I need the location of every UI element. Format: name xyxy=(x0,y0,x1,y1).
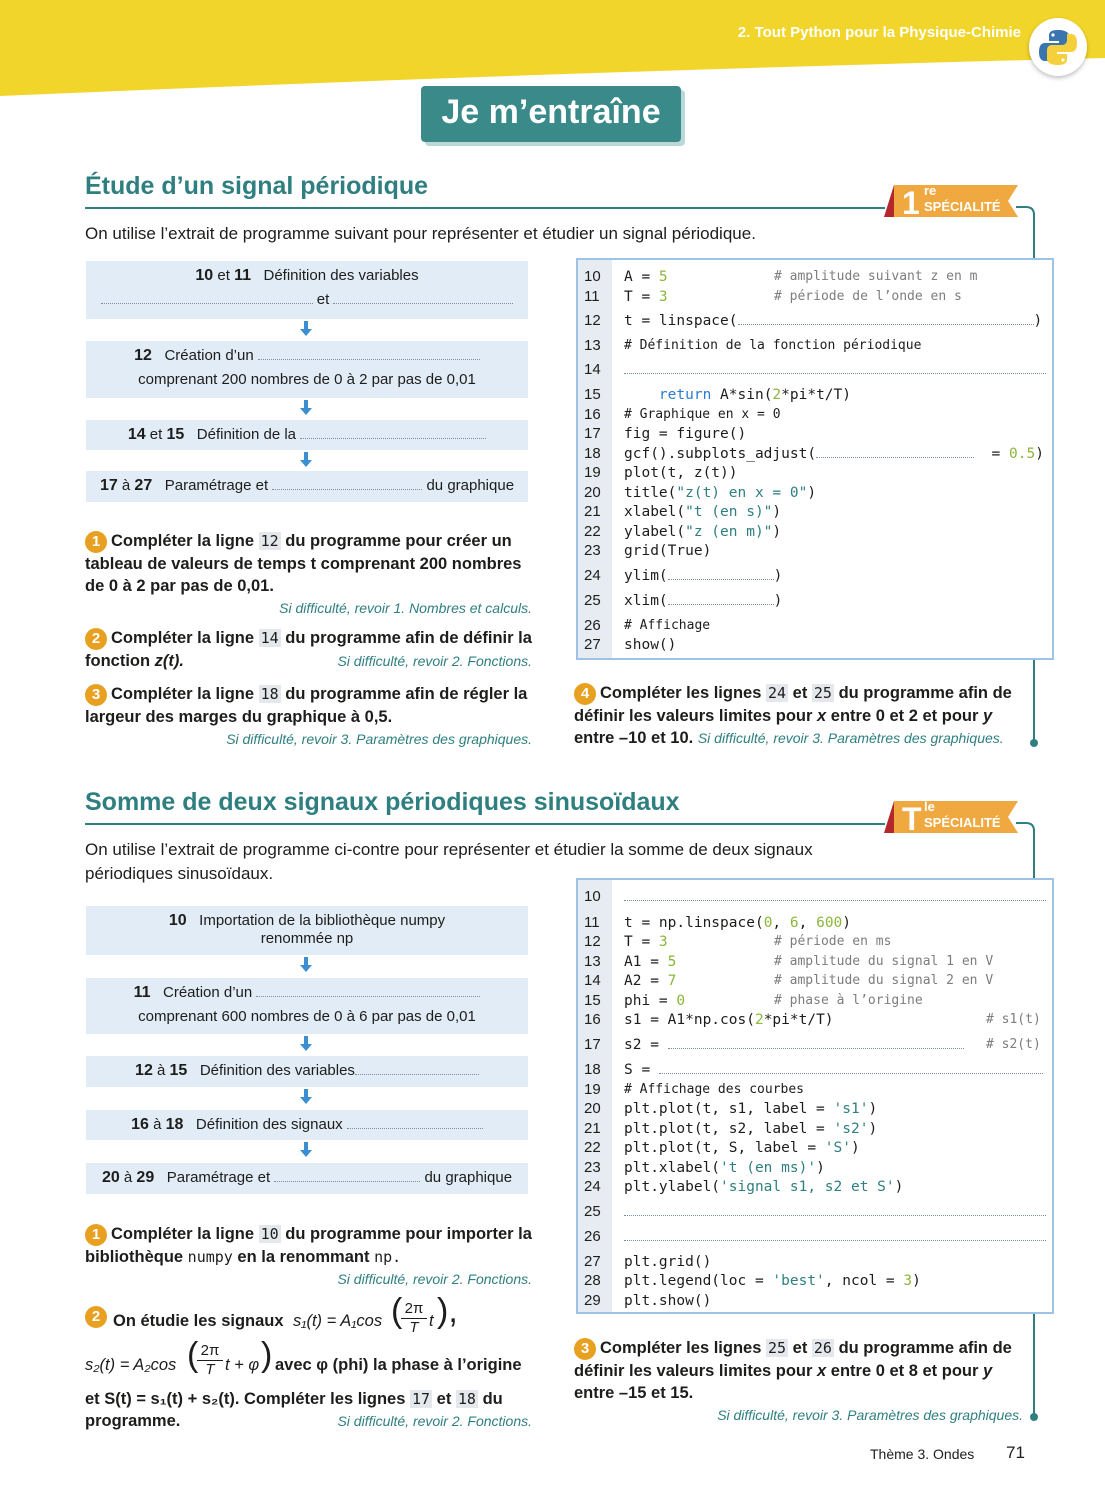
code-line: 13 # Définition de la fonction périodique xyxy=(584,337,922,354)
code-line: 27 plt.grid() xyxy=(584,1253,712,1270)
ribbon-sup: le xyxy=(924,799,935,814)
code-line: 26 # Affichage xyxy=(584,617,711,634)
code-line: 21 plt.plot(t, s2, label = 's2') xyxy=(584,1120,878,1137)
ribbon-level: 1 xyxy=(902,185,920,221)
code-line: 14 xyxy=(578,360,1052,380)
ribbon-level: T xyxy=(902,801,922,837)
code-line: 29 plt.show() xyxy=(584,1292,712,1309)
section1-rule xyxy=(85,207,885,209)
section2-level-ribbon xyxy=(884,797,1022,841)
section2-rule xyxy=(85,823,885,825)
flow-arrow xyxy=(299,321,313,337)
code-line: 15 phi = 0 # phase à l’origine xyxy=(584,992,923,1009)
ribbon-label: SPÉCIALITÉ xyxy=(924,815,1001,830)
flow-box-graph: 17 à 27 Paramétrage et du graphique xyxy=(86,471,528,502)
code-line: 20 plt.plot(t, s1, label = 's1') xyxy=(584,1100,878,1117)
code-line: 15 return A*sin(2*pi*t/T) xyxy=(584,386,851,403)
flow-arrow xyxy=(299,1142,313,1158)
flow-box-function: 14 et 15 Définition de la xyxy=(86,420,528,450)
code-line: 23 plt.xlabel('t (en ms)') xyxy=(584,1159,825,1176)
flow-arrow xyxy=(299,957,313,973)
section1-title: Étude d’un signal périodique xyxy=(85,172,429,200)
code-line: 24 ylim( ) xyxy=(584,567,783,584)
code-line: 14 A2 = 7 # amplitude du signal 2 en V xyxy=(584,972,994,989)
question-2-3: 3 Compléter les lignes 25 et 26 du programme afin de définir les valeurs limites pour x entre 0 et 8 et pour y entre –15 et 15. Si difficulté, revoir 3. Paramètres des graphiques. xyxy=(574,1339,1023,1423)
page-heading-badge: Je m’entraîne xyxy=(421,86,681,142)
flow-box-import: 10 Importation de la bibliothèque numpy renommée np xyxy=(86,906,528,955)
code-line: 28 plt.legend(loc = 'best', ncol = 3) xyxy=(584,1272,921,1289)
flow-box-signals: 16 à 18 Définition des signaux xyxy=(86,1110,528,1140)
code-line: 22 plt.plot(t, S, label = 'S') xyxy=(584,1139,860,1156)
flow-box-creation-2: 11 Création d’un comprenant 600 nombres de 0 à 6 par pas de 0,01 xyxy=(86,978,528,1034)
question-4: 4 Compléter les lignes 24 et 25 du programme afin de définir les valeurs limites pour x entre 0 et 2 et pour y entre –10 et 10. Si difficulté, revoir 3. Paramètres des graphiques. xyxy=(574,684,1012,747)
code-line: 19 plot(t, z(t)) xyxy=(584,464,738,481)
code-line: 22 ylabel("z (en m)") xyxy=(584,523,782,540)
code-line: 11 t = np.linspace(0, 6, 600) xyxy=(584,914,852,931)
code-line: 11 T = 3 # période de l’onde en s xyxy=(584,288,962,305)
code-line: 16 # Graphique en x = 0 xyxy=(584,406,781,423)
question-2-2: 2 On étudie les signaux s₁(t) = A₁cos ( 2π T t ), s₂(t) = A₂cos ( 2π T t + φ ) avec φ (phi) la phase à l’origine et S(t) = s₁(t) + s₂(t). Compléter les lignes 17 et 18 du programme. Si difficulté, revoir 2. Fonctions. xyxy=(85,1292,532,1430)
python-logo-icon xyxy=(1029,18,1087,76)
code-line: 17 fig = figure() xyxy=(584,425,747,442)
header-band xyxy=(0,0,1105,100)
ribbon-sup: re xyxy=(924,183,937,198)
flow-box-variables-2: 12 à 15 Définition des variables xyxy=(86,1056,528,1087)
section2-line-corner xyxy=(1016,821,1036,833)
question-2-1: 1 Compléter la ligne 10 du programme pour importer la bibliothèque numpy en la renommant np. Si difficulté, revoir 2. Fonctions. xyxy=(85,1225,532,1287)
section1-intro: On utilise l’extrait de programme suivant pour représenter et étudier un signal périodique. xyxy=(85,224,756,243)
code-line: 10 xyxy=(578,887,1052,907)
flow-box-graph-2: 20 à 29 Paramétrage et du graphique xyxy=(86,1163,528,1194)
code-line: 27 show() xyxy=(584,636,677,653)
section1-level-ribbon xyxy=(884,181,1022,225)
footer-theme: Thème 3. Ondes xyxy=(870,1446,975,1462)
ribbon-label: SPÉCIALITÉ xyxy=(924,199,1001,214)
code-line: 21 xlabel("t (en s)") xyxy=(584,503,782,520)
code-line: 18 gcf().subplots_adjust( = 0.5) xyxy=(584,445,1044,462)
code-line: 20 title("z(t) en x = 0") xyxy=(584,484,817,501)
code-line: 19 # Affichage des courbes xyxy=(584,1081,805,1098)
flow-arrow xyxy=(299,1089,313,1105)
section2-intro: On utilise l’extrait de programme ci-contre pour représenter et étudier la somme de deux signaux périodiques sinusoïdaux. xyxy=(85,840,813,883)
question-3: 3 Compléter la ligne 18 du programme afin de régler la largeur des marges du graphique à 0,5. Si difficulté, revoir 3. Paramètres des graphiques. xyxy=(85,685,532,747)
section1-line-corner xyxy=(1016,205,1036,217)
code-line: 13 A1 = 5 # amplitude du signal 1 en V xyxy=(584,953,994,970)
flow-arrow xyxy=(299,400,313,416)
flow-box-variables: 10 et 11 Définition des variables et xyxy=(86,261,528,319)
section2-end-dot xyxy=(1030,1413,1038,1421)
code-line: 26 xyxy=(578,1227,1052,1247)
code-line: 10 A = 5 # amplitude suivant z en m xyxy=(584,268,978,285)
code-line: 12 t = linspace( ) xyxy=(584,312,1043,329)
section2-title: Somme de deux signaux périodiques sinusoïdaux xyxy=(85,788,680,816)
code-listing-2 xyxy=(576,878,1054,1314)
question-1: 1 Compléter la ligne 12 du programme pour créer un tableau de valeurs de temps t comprenant 200 nombres de 0 à 2 par pas de 0,01. Si difficulté, revoir 1. Nombres et calculs. xyxy=(85,532,532,616)
section1-end-dot xyxy=(1030,739,1038,747)
code-line: 17 s2 = # s2(t) xyxy=(584,1036,1041,1053)
flow-box-creation: 12 Création d’un comprenant 200 nombres de 0 à 2 par pas de 0,01 xyxy=(86,341,528,398)
code-line: 18 S = xyxy=(578,1060,1052,1080)
code-line: 12 T = 3 # période en ms xyxy=(584,933,892,950)
code-line: 25 xyxy=(578,1202,1052,1222)
flow-arrow xyxy=(299,1036,313,1052)
code-line: 16 s1 = A1*np.cos(2*pi*t/T) # s1(t) xyxy=(584,1011,1041,1028)
code-line: 25 xlim( ) xyxy=(584,592,783,609)
code-listing-1 xyxy=(576,258,1054,660)
code-line: 24 plt.ylabel('signal s1, s2 et S') xyxy=(584,1178,904,1195)
flow-arrow xyxy=(299,452,313,468)
page-number: 71 xyxy=(1006,1443,1025,1462)
code-line: 23 grid(True) xyxy=(584,542,712,559)
chapter-title: 2. Tout Python pour la Physique-Chimie xyxy=(737,24,1021,41)
question-2: 2 Compléter la ligne 14 du programme afin de définir la fonction z(t). Si difficulté, revoir 2. Fonctions. xyxy=(85,629,532,670)
